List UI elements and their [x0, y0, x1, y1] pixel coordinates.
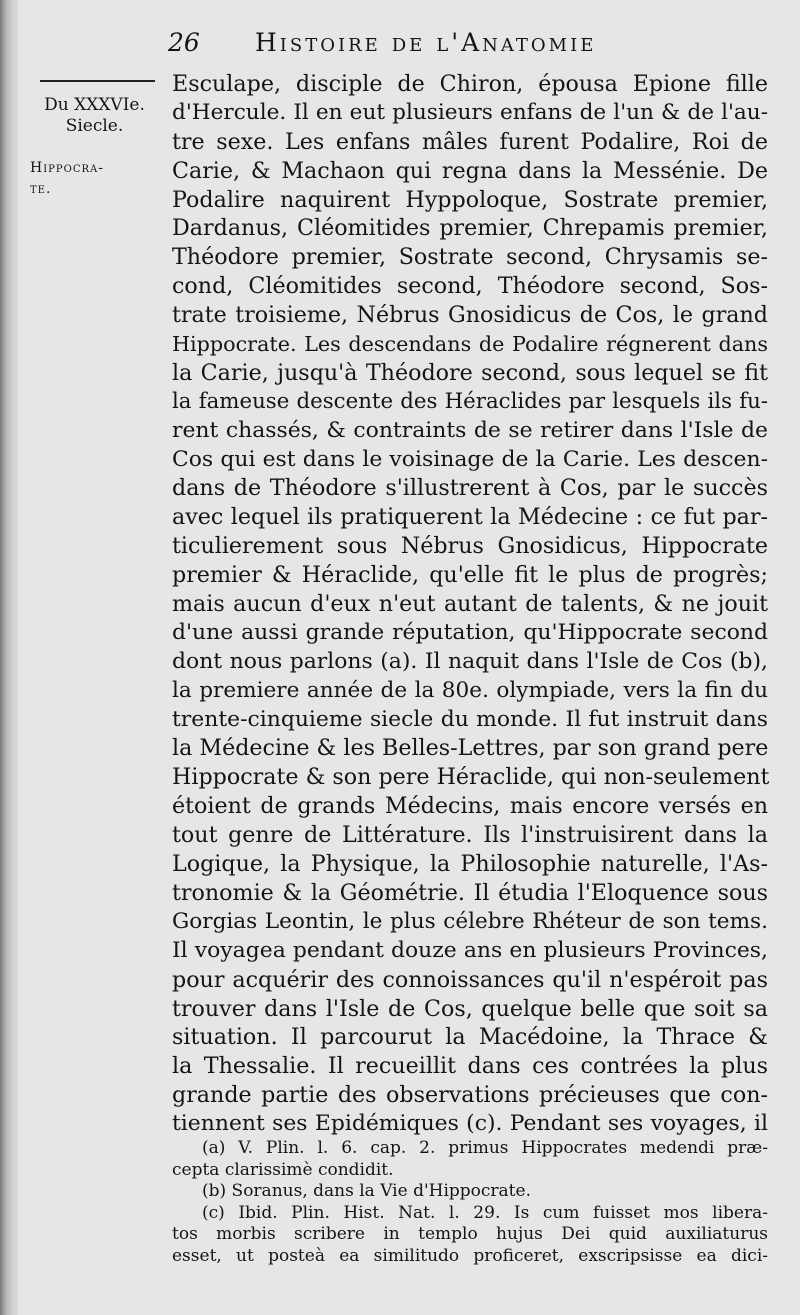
text-line: premier & Héraclide, qu'elle fit le plus de progrès;: [172, 562, 768, 589]
footnote-line: tos morbis scribere in templo hujus Dei quid auxiliaturus: [172, 1224, 768, 1244]
body-text: [172, 70, 768, 1139]
text-line: Carie, & Machaon qui regna dans la Messénie. De: [172, 157, 768, 184]
margin-note-name: [30, 158, 150, 200]
text-line: tout genre de Littérature. Ils l'instruisirent dans la: [172, 822, 768, 849]
text-line: Logique, la Physique, la Philosophie naturelle, l'As-: [172, 851, 768, 878]
footnote-line: cepta clarissimè condidit.: [172, 1159, 394, 1180]
margin-note-century: [22, 95, 167, 137]
text-line: la Thessalie. Il recueillit dans ces contrées la plus: [172, 1053, 768, 1080]
text-line: avec lequel ils pratiquerent la Médecine : ce fut par-: [172, 504, 768, 531]
text-line: rent chassés, & contraints de se retirer dans l'Isle de: [172, 417, 768, 443]
text-line: cond, Cléomitides second, Théodore second, Sos-: [172, 273, 768, 300]
text-line: étoient de grands Médecins, mais encore versés en: [172, 793, 768, 820]
text-line: tre sexe. Les enfans mâles furent Podalire, Roi de: [172, 128, 768, 155]
text-line: situation. Il parcourut la Macédoine, la Thrace &: [172, 1024, 768, 1051]
book-binding-edge: [0, 0, 18, 1315]
text-line: ticulierement sous Nébrus Gnosidicus, Hippocrate: [172, 533, 768, 560]
text-line: dont nous parlons (a). Il naquit dans l'Isle de Cos (b),: [172, 648, 768, 674]
text-line: dans de Théodore s'illustrerent à Cos, par le succès: [172, 475, 768, 502]
margin-century-line: Siecle.: [65, 116, 124, 136]
text-line: Hippocrate & son pere Héraclide, qui non-seulement: [172, 764, 770, 791]
margin-century-line: Du XXXVIe.: [44, 95, 145, 115]
footnote-line: (c) Ibid. Plin. Hist. Nat. l. 29. Is cum fuisset mos libera-: [202, 1202, 768, 1223]
text-line: pour acquérir des connoissances qu'il n'espéroit pas: [172, 966, 768, 993]
text-line: trouver dans l'Isle de Cos, quelque belle que soit sa: [172, 995, 768, 1022]
text-line: trate troisieme, Nébrus Gnosidicus de Cos, le grand: [172, 302, 768, 329]
margin-rule: [40, 80, 155, 82]
text-line: tiennent ses Epidémiques (c). Pendant ses voyages, il: [172, 1111, 768, 1137]
footnote-line: esset, ut posteà ea similitudo proficeret, exscripsisse ea dici-: [172, 1245, 768, 1266]
text-line: Théodore premier, Sostrate second, Chrysamis se-: [172, 244, 768, 271]
running-head: Histoire de l'Anatomie: [255, 28, 597, 57]
text-line: tronomie & la Géométrie. Il étudia l'Eloquence sous: [172, 879, 768, 906]
text-line: Dardanus, Cléomitides premier, Chrepamis premier,: [172, 215, 768, 242]
text-line: Esculape, disciple de Chiron, épousa Epione fille: [172, 71, 768, 97]
text-line: d'une aussi grande réputation, qu'Hippocrate second: [172, 619, 768, 645]
footnote-line: (b) Soranus, dans la Vie d'Hippocrate.: [202, 1181, 531, 1201]
text-line: la Médecine & les Belles-Lettres, par son grand pere: [172, 735, 769, 762]
margin-name-line: Hippocra-: [30, 160, 104, 176]
text-line: Cos qui est dans le voisinage de la Carie. Les descen-: [172, 446, 768, 472]
text-line: trente-cinquieme siecle du monde. Il fut instruit dans: [172, 706, 768, 732]
text-line: la premiere année de la 80e. olympiade, vers la fin du: [172, 677, 768, 703]
text-line: d'Hercule. Il en eut plusieurs enfans de l'un & de l'au-: [172, 99, 768, 125]
footnote-line: (a) V. Plin. l. 6. cap. 2. primus Hippocrates medendi præ-: [202, 1138, 768, 1158]
text-line: grande partie des observations précieuses que con-: [172, 1082, 768, 1109]
text-line: la fameuse descente des Héraclides par lesquels ils fu-: [172, 388, 768, 414]
text-line: la Carie, jusqu'à Théodore second, sous lequel se fit: [172, 359, 768, 386]
text-line: Hippocrate. Les descendans de Podalire régnerent dans: [172, 332, 768, 357]
footnotes: [172, 1138, 768, 1267]
text-line: Podalire naquirent Hyppoloque, Sostrate premier,: [172, 186, 768, 213]
text-line: Gorgias Leontin, le plus célebre Rhéteur de son tems.: [172, 908, 768, 934]
text-line: Il voyagea pendant douze ans en plusieurs Provinces,: [172, 937, 768, 963]
text-line: mais aucun d'eux n'eut autant de talents, & ne jouit: [172, 591, 768, 618]
margin-name-line: te.: [30, 181, 52, 197]
page-number: 26: [168, 28, 200, 57]
page-header: [150, 28, 770, 68]
